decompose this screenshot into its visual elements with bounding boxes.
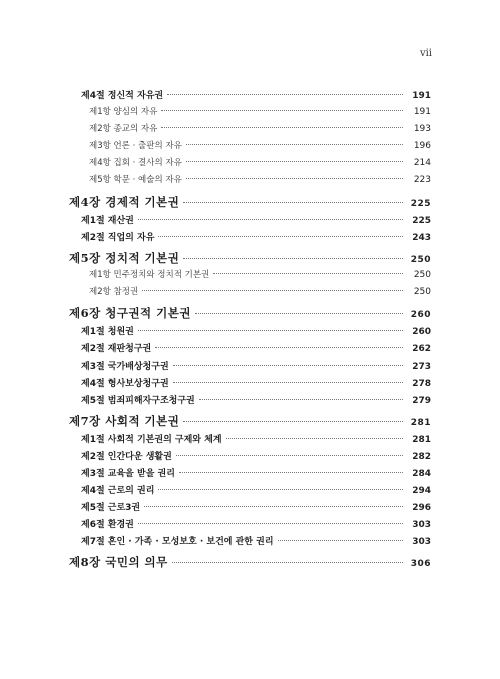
dot-leader	[167, 94, 403, 95]
toc-entry-article	[89, 122, 431, 134]
toc-entry-page: 243	[412, 233, 431, 243]
toc-entry-page: 223	[413, 175, 431, 185]
toc-entry-title: 제3절 국가배상청구권	[81, 362, 169, 372]
dot-leader	[183, 202, 403, 203]
dot-leader	[161, 127, 403, 128]
toc-entry-title: 제5절 근로3권	[81, 503, 141, 513]
toc-entry-chapter	[69, 554, 431, 570]
toc-entry-title: 제2절 직업의 자유	[81, 233, 155, 243]
toc-entry-article	[89, 173, 431, 185]
toc-entry-title: 제4절 정신적 자유권	[81, 91, 164, 101]
toc-entry-page: 191	[412, 91, 431, 101]
toc-entry-article	[89, 139, 431, 151]
toc-entry-section	[81, 376, 431, 389]
toc-entry-page: 281	[412, 435, 431, 445]
toc-entry-title: 제4절 근로의 권리	[81, 486, 155, 496]
toc-entry-page: 303	[412, 520, 431, 530]
page-number: vii	[419, 48, 432, 59]
toc-entry-title: 제2항 종교의 자유	[89, 124, 158, 134]
toc-entry-page: 196	[413, 141, 431, 151]
toc-entry-title: 제2절 재판청구권	[81, 344, 152, 354]
toc-entry-title: 제1절 재산권	[81, 216, 134, 226]
toc-entry-page: 279	[412, 396, 431, 406]
dot-leader	[158, 236, 403, 237]
toc-entry-section	[81, 517, 431, 530]
toc-entry-title: 제1절 사회적 기본권의 구제와 체계	[81, 435, 222, 445]
toc-entry-section	[81, 500, 431, 513]
toc-entry-title: 제3절 교육을 받을 권리	[81, 469, 175, 479]
dot-leader	[199, 399, 403, 400]
toc-entry-section	[81, 88, 431, 101]
toc-entry-chapter	[69, 305, 431, 321]
dot-leader	[278, 540, 403, 541]
toc-entry-page: 294	[412, 486, 431, 496]
toc-entry-title: 제4절 형사보상청구권	[81, 379, 169, 389]
toc-entry-section	[81, 359, 431, 372]
dot-leader	[155, 347, 403, 348]
toc-entry-page: 214	[413, 158, 431, 168]
toc-entry-page: 250	[413, 287, 431, 297]
dot-leader	[142, 290, 403, 291]
toc-entry-section	[81, 213, 431, 226]
toc-entry-title: 제5절 범죄피해자구조청구권	[81, 396, 195, 406]
toc-entry-page: 225	[412, 216, 431, 226]
dot-leader	[179, 472, 403, 473]
dot-leader	[173, 382, 403, 383]
toc-entry-page: 191	[413, 107, 431, 117]
toc-entry-article	[89, 105, 431, 117]
dot-leader	[176, 455, 403, 456]
toc-entry-article	[89, 156, 431, 168]
dot-leader	[158, 489, 403, 490]
toc-entry-page: 273	[412, 362, 431, 372]
toc-entry-page: 282	[412, 452, 431, 462]
toc-entry-page: 262	[412, 344, 431, 354]
toc-entry-page: 193	[413, 124, 431, 134]
toc-entry-title: 제7절 혼인 · 가족 · 모성보호 · 보건에 관한 권리	[81, 537, 274, 547]
dot-leader	[213, 273, 403, 274]
toc-entry-title: 제4장 경제적 기본권	[69, 195, 180, 209]
dot-leader	[186, 161, 403, 162]
toc-entry-page: 281	[410, 418, 431, 428]
toc-entry-chapter	[69, 194, 431, 210]
toc-entry-title: 제5항 학문 · 예술의 자유	[89, 175, 182, 185]
toc-entry-title: 제2항 참정권	[89, 287, 139, 297]
dot-leader	[161, 110, 403, 111]
toc-entry-section	[81, 466, 431, 479]
dot-leader	[138, 523, 403, 524]
toc-entry-chapter	[69, 413, 431, 429]
toc-entry-page: 225	[410, 199, 431, 209]
toc-entry-title: 제1절 청원권	[81, 327, 134, 337]
dot-leader	[226, 438, 403, 439]
dot-leader	[138, 219, 403, 220]
toc-entry-page: 278	[412, 379, 431, 389]
toc-entry-title: 제7장 사회적 기본권	[69, 414, 180, 428]
toc-entry-title: 제4항 집회 · 결사의 자유	[89, 158, 182, 168]
toc-entry-article	[89, 285, 431, 297]
toc-entry-section	[81, 534, 431, 547]
toc-entry-page: 260	[412, 327, 431, 337]
toc-entry-section	[81, 393, 431, 406]
toc-entry-section	[81, 341, 431, 354]
toc-entry-article	[89, 268, 431, 280]
toc-entry-title: 제8장 국민의 의무	[69, 555, 168, 569]
toc-entry-chapter	[69, 250, 431, 266]
toc-entry-section	[81, 483, 431, 496]
dot-leader	[195, 313, 403, 314]
dot-leader	[186, 144, 403, 145]
dot-leader	[173, 365, 403, 366]
toc-entry-title: 제1항 민주정치와 정치적 기본권	[89, 270, 210, 280]
dot-leader	[138, 330, 403, 331]
toc-entry-page: 260	[410, 310, 431, 320]
toc-entry-title: 제3항 언론 · 출판의 자유	[89, 141, 182, 151]
toc-entry-page: 306	[410, 559, 431, 569]
dot-leader	[144, 506, 403, 507]
toc-entry-section	[81, 324, 431, 337]
toc-entry-page: 296	[412, 503, 431, 513]
toc-entry-section	[81, 230, 431, 243]
toc-entry-section	[81, 449, 431, 462]
toc-entry-page: 303	[412, 537, 431, 547]
dot-leader	[186, 178, 403, 179]
toc-entry-page: 284	[412, 469, 431, 479]
toc-entry-page: 250	[410, 255, 431, 265]
toc-entry-title: 제5장 정치적 기본권	[69, 251, 180, 265]
toc-entry-title: 제6장 청구권적 기본권	[69, 306, 191, 320]
toc-entry-section	[81, 432, 431, 445]
dot-leader	[183, 421, 403, 422]
toc-entry-title: 제1항 양심의 자유	[89, 107, 158, 117]
toc-entry-title: 제2절 인간다운 생활권	[81, 452, 172, 462]
toc-entry-page: 250	[413, 270, 431, 280]
dot-leader	[183, 258, 403, 259]
dot-leader	[172, 562, 403, 563]
toc-entry-title: 제6절 환경권	[81, 520, 134, 530]
